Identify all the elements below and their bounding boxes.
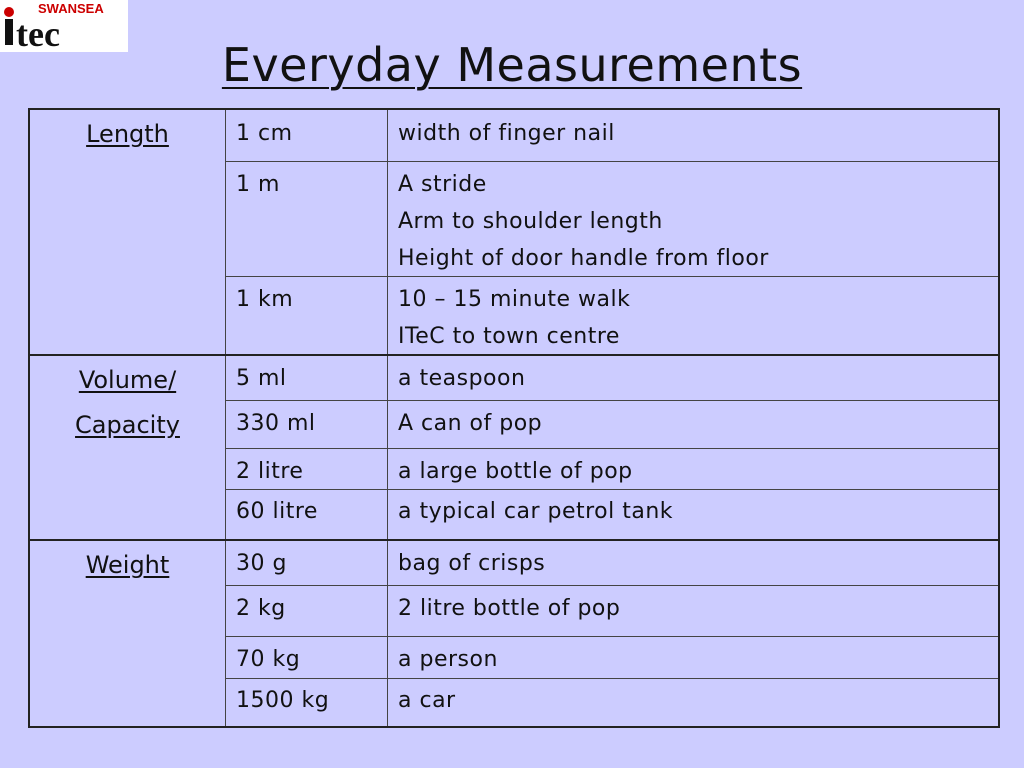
logo-tec-text: tec	[16, 14, 60, 52]
unit-cell: 2 kg	[236, 596, 286, 621]
column-divider-2	[387, 110, 388, 726]
unit-cell: 330 ml	[236, 411, 316, 436]
description-cell: A stride	[398, 172, 487, 197]
category-volume: Volume/	[78, 366, 177, 394]
unit-cell: 70 kg	[236, 647, 301, 672]
unit-cell: 1 km	[236, 287, 294, 312]
unit-cell: 5 ml	[236, 366, 287, 391]
section-divider	[30, 539, 998, 541]
page-title: Everyday Measurements	[221, 38, 803, 92]
description-cell: Height of door handle from floor	[398, 246, 769, 271]
row-divider	[225, 161, 998, 162]
description-cell: 2 litre bottle of pop	[398, 596, 621, 621]
row-divider	[225, 400, 998, 401]
description-cell: a large bottle of pop	[398, 459, 633, 484]
description-cell: a typical car petrol tank	[398, 499, 674, 524]
row-divider	[225, 636, 998, 637]
unit-cell: 2 litre	[236, 459, 304, 484]
description-cell: 10 – 15 minute walk	[398, 287, 631, 312]
description-cell: bag of crisps	[398, 551, 546, 576]
description-cell: A can of pop	[398, 411, 543, 436]
row-divider	[225, 678, 998, 679]
description-cell: Arm to shoulder length	[398, 209, 663, 234]
description-cell: width of finger nail	[398, 121, 615, 146]
description-cell: a person	[398, 647, 498, 672]
unit-cell: 1 m	[236, 172, 280, 197]
description-cell: ITeC to town centre	[398, 324, 620, 349]
column-divider-1	[225, 110, 226, 726]
row-divider	[225, 276, 998, 277]
row-divider	[225, 448, 998, 449]
unit-cell: 1 cm	[236, 121, 293, 146]
row-divider	[225, 489, 998, 490]
measurements-table	[28, 108, 1000, 728]
category-capacity: Capacity	[75, 411, 180, 439]
description-cell: a teaspoon	[398, 366, 526, 391]
unit-cell: 30 g	[236, 551, 287, 576]
category-length: Length	[86, 120, 169, 148]
description-cell: a car	[398, 688, 456, 713]
unit-cell: 1500 kg	[236, 688, 330, 713]
unit-cell: 60 litre	[236, 499, 318, 524]
row-divider	[225, 585, 998, 586]
logo-swansea-text: SWANSEA	[38, 1, 104, 16]
category-weight: Weight	[85, 551, 170, 579]
section-divider	[30, 354, 998, 356]
